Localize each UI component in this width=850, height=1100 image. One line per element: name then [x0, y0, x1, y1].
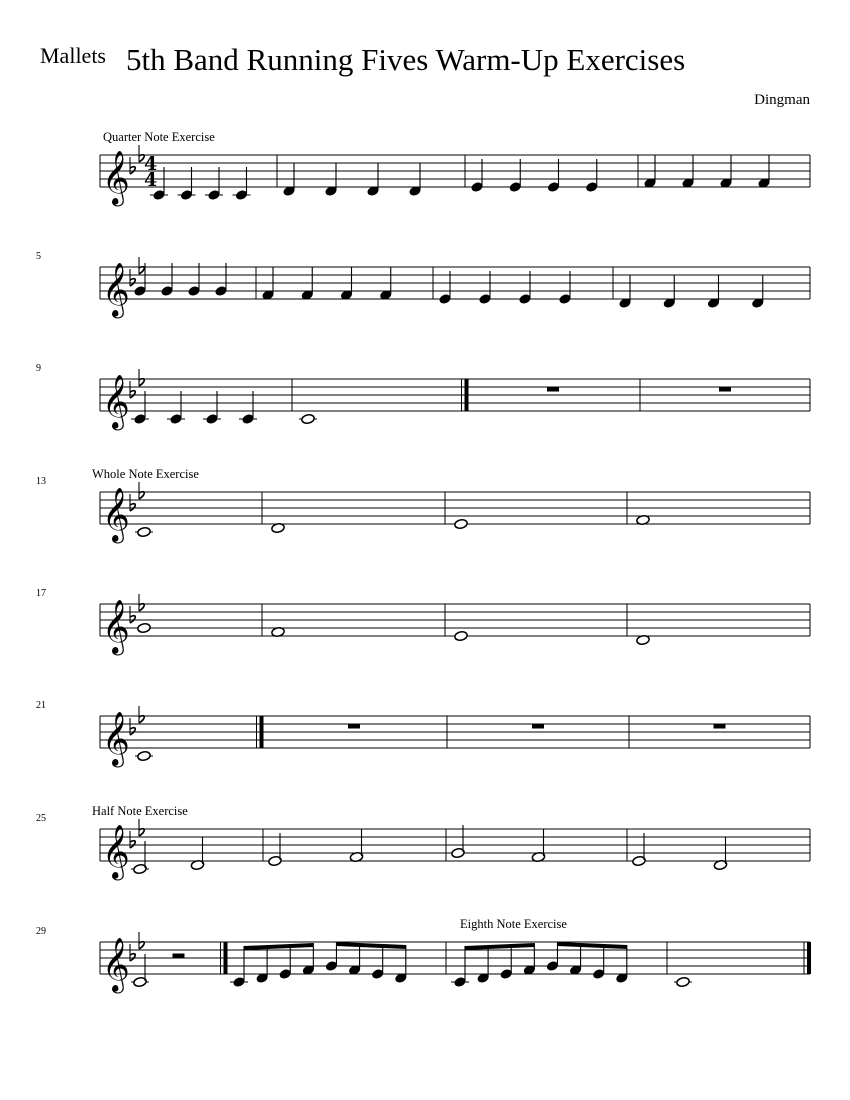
flat-bowl	[139, 379, 144, 386]
measure	[299, 414, 317, 425]
key-signature-flats-icon	[130, 932, 144, 961]
flat-bowl	[130, 391, 135, 398]
measure	[262, 267, 393, 301]
notehead	[137, 527, 151, 538]
measure-number: 17	[36, 588, 46, 599]
flat-bowl	[139, 604, 144, 611]
treble-clef-glyph: 𝄞	[102, 937, 130, 992]
treble-clef-glyph: 𝄞	[102, 262, 130, 317]
treble-clef-icon	[102, 257, 130, 319]
flat-bowl	[139, 267, 144, 274]
measure-number: 9	[36, 363, 41, 374]
section-label: Quarter Note Exercise	[103, 130, 215, 144]
treble-clef-glyph: 𝄞	[102, 824, 130, 879]
composer-name: Dingman	[754, 92, 810, 108]
measure	[134, 263, 228, 297]
time-signature-numerator: 4	[144, 153, 158, 175]
measure	[131, 391, 257, 425]
section-label: Half Note Exercise	[92, 804, 188, 818]
flat-bowl	[130, 167, 135, 174]
half-rest	[173, 954, 185, 959]
measure	[719, 387, 731, 392]
staff	[100, 716, 810, 748]
measure	[135, 527, 153, 538]
flat-bowl	[130, 954, 135, 961]
measure	[451, 825, 545, 862]
score-title: 5th Band Running Fives Warm-Up Exercises	[126, 42, 686, 77]
flat-bowl	[130, 279, 135, 286]
treble-clef-glyph: 𝄞	[102, 150, 130, 205]
beam	[244, 943, 313, 950]
key-signature-flats-icon	[130, 594, 144, 623]
measure	[451, 942, 628, 988]
final-barline	[807, 942, 811, 974]
measure	[454, 631, 468, 642]
time-signature-denominator: 4	[144, 169, 158, 191]
measure	[131, 954, 185, 988]
notehead	[676, 977, 690, 988]
key-signature-flats-icon	[130, 369, 144, 398]
treble-clef-glyph: 𝄞	[102, 487, 130, 542]
staff	[100, 492, 810, 524]
measure	[471, 159, 599, 193]
measure	[348, 724, 360, 729]
whole-rest	[532, 724, 544, 729]
thick-barline	[260, 716, 264, 748]
flat-bowl	[139, 492, 144, 499]
whole-rest	[719, 387, 731, 392]
measure	[439, 271, 572, 305]
staff	[100, 604, 810, 636]
measure	[150, 167, 251, 201]
staff	[100, 379, 810, 411]
treble-clef-glyph: 𝄞	[102, 599, 130, 654]
treble-clef-glyph: 𝄞	[102, 711, 130, 766]
section-label: Eighth Note Exercise	[460, 917, 567, 931]
key-signature-flats-icon	[130, 819, 144, 848]
notehead	[454, 631, 468, 642]
staff	[100, 942, 810, 974]
measure-number: 29	[36, 926, 46, 937]
measure	[714, 724, 726, 729]
instrument-name: Mallets	[40, 43, 106, 68]
treble-clef-icon	[102, 819, 130, 881]
measure-number: 25	[36, 813, 46, 824]
treble-clef-glyph: 𝄞	[102, 374, 130, 429]
key-signature-flats-icon	[130, 706, 144, 735]
beam	[336, 942, 405, 949]
measure	[619, 275, 765, 309]
treble-clef-icon	[102, 706, 130, 768]
beam	[465, 943, 534, 950]
whole-rest	[348, 724, 360, 729]
flat-bowl	[130, 728, 135, 735]
treble-clef-icon	[102, 145, 130, 207]
treble-clef-icon	[102, 369, 130, 431]
flat-bowl	[139, 829, 144, 836]
measure	[131, 837, 204, 874]
beam	[557, 942, 626, 949]
treble-clef-icon	[102, 932, 130, 994]
measure	[135, 751, 153, 762]
measure	[547, 387, 559, 392]
measure-number: 5	[36, 251, 41, 262]
time-signature	[144, 153, 157, 191]
measure-number: 13	[36, 476, 46, 487]
measure	[137, 623, 151, 634]
staff	[100, 267, 810, 299]
measure	[532, 724, 544, 729]
measure	[230, 942, 407, 988]
notehead	[137, 751, 151, 762]
key-signature-flats-icon	[130, 482, 144, 511]
measure	[283, 163, 422, 197]
key-signature-flats-icon	[130, 257, 144, 286]
measure	[674, 977, 692, 988]
notehead	[301, 414, 315, 425]
flat-bowl	[139, 942, 144, 949]
measure	[454, 519, 468, 530]
notehead	[454, 519, 468, 530]
flat-bowl	[130, 841, 135, 848]
flat-bowl	[139, 716, 144, 723]
measure-number: 21	[36, 700, 46, 711]
whole-rest	[714, 724, 726, 729]
thick-barline	[224, 942, 228, 974]
flat-bowl	[130, 504, 135, 511]
treble-clef-icon	[102, 594, 130, 656]
section-label: Whole Note Exercise	[92, 467, 199, 481]
measure	[632, 833, 727, 870]
treble-clef-icon	[102, 482, 130, 544]
measure	[644, 155, 771, 189]
notehead	[137, 623, 151, 634]
staff	[100, 155, 810, 187]
flat-bowl	[130, 616, 135, 623]
whole-rest	[547, 387, 559, 392]
key-signature-flats-icon	[130, 145, 144, 174]
thick-barline	[465, 379, 469, 411]
